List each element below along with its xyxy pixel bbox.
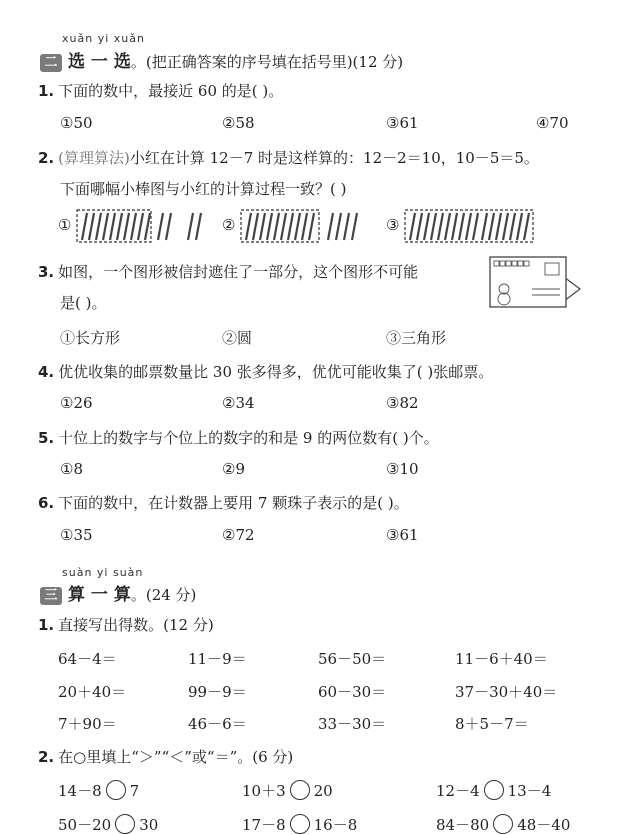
- calc-item: 37－30＋40＝: [455, 683, 558, 701]
- question-text-line2: 下面哪幅小棒图与小红的计算过程一致？( ): [60, 180, 347, 198]
- question-number: 2.: [38, 748, 55, 766]
- stick-figure-3: [404, 208, 544, 244]
- compare-left: 17－8: [242, 816, 286, 834]
- question-text: 十位上的数字与个位上的数字的和是 9 的两位数有( )个。: [58, 429, 439, 447]
- section2-header: [40, 580, 196, 605]
- compare-right: 20: [313, 782, 333, 800]
- section2-instructions: 。(24 分): [130, 586, 197, 604]
- compare-right: 16－8: [313, 816, 358, 834]
- question-number: 6.: [38, 494, 55, 512]
- option[interactable]: ③61: [386, 114, 419, 132]
- compare-circle[interactable]: [484, 780, 504, 800]
- calc-item: 20＋40＝: [58, 683, 127, 701]
- calc-item: 60－30＝: [318, 683, 387, 701]
- compare-right: 7: [129, 782, 140, 800]
- section1-pinyin: xuǎn yi xuǎn: [62, 32, 145, 45]
- section2-pinyin: suàn yi suàn: [62, 566, 144, 579]
- calc-item: 11－9＝: [188, 650, 247, 668]
- option[interactable]: ③10: [386, 460, 419, 478]
- envelope-figure: [488, 255, 584, 311]
- compare-item: [58, 780, 139, 801]
- compare-item: [242, 780, 333, 801]
- question-tag: (算理算法): [58, 149, 130, 167]
- compare-circle[interactable]: [115, 814, 135, 834]
- question-text: 如图，一个图形被信封遮住了一部分，这个图形不可能: [58, 263, 419, 281]
- question-1-3: [38, 261, 418, 282]
- compare-circle[interactable]: [106, 780, 126, 800]
- compare-circle[interactable]: [290, 814, 310, 834]
- compare-item: [436, 814, 570, 835]
- option-label[interactable]: ③: [386, 216, 400, 234]
- option[interactable]: ②58: [222, 114, 255, 132]
- question-text: 直接写出得数。(12 分): [58, 616, 214, 634]
- question-1-2: [38, 147, 539, 168]
- compare-left: 10＋3: [242, 782, 286, 800]
- option[interactable]: ③三角形: [386, 329, 447, 347]
- calc-item: 8＋5－7＝: [455, 715, 529, 733]
- section1-instructions: 。(把正确答案的序号填在括号里)(12 分): [130, 53, 404, 71]
- option[interactable]: ①长方形: [60, 329, 121, 347]
- compare-circle[interactable]: [290, 780, 310, 800]
- question-text: 下面的数中，在计数器上要用 7 颗珠子表示的是( )。: [58, 494, 409, 512]
- compare-left: 84－80: [436, 816, 490, 834]
- question-1-4: [38, 361, 493, 382]
- question-number: 2.: [38, 149, 55, 167]
- option[interactable]: ③61: [386, 526, 419, 544]
- compare-item: [58, 814, 158, 835]
- question-number: 1.: [38, 82, 55, 100]
- option[interactable]: ①50: [60, 114, 93, 132]
- compare-left: 50－20: [58, 816, 112, 834]
- question-1-1: [38, 80, 283, 101]
- section2-title: 算 一 算: [68, 585, 131, 605]
- calc-item: 46－6＝: [188, 715, 247, 733]
- calc-item: 33－30＝: [318, 715, 387, 733]
- compare-right: 30: [139, 816, 159, 834]
- compare-item: [436, 780, 551, 801]
- stick-figure-1: [76, 208, 216, 244]
- question-text: 小红在计算 12－7 时是这样算的：12－2＝10，10－5＝5。: [129, 149, 539, 167]
- question-number: 1.: [38, 616, 55, 634]
- question-1-5: [38, 427, 439, 448]
- question-text: 下面的数中，最接近 60 的是( )。: [58, 82, 284, 100]
- question-2-1: [38, 614, 214, 635]
- option[interactable]: ②圆: [222, 329, 253, 347]
- question-number: 5.: [38, 429, 55, 447]
- compare-right: 13－4: [507, 782, 552, 800]
- question-2-2: [38, 746, 293, 767]
- option[interactable]: ①8: [60, 460, 83, 478]
- section2-number: 三: [40, 587, 62, 605]
- question-number: 4.: [38, 363, 55, 381]
- option-label[interactable]: ②: [222, 216, 236, 234]
- calc-item: 99－9＝: [188, 683, 247, 701]
- section1-number: 二: [40, 54, 62, 72]
- option[interactable]: ②34: [222, 394, 255, 412]
- question-number: 3.: [38, 263, 55, 281]
- calc-item: 11－6＋40＝: [455, 650, 548, 668]
- compare-circle[interactable]: [493, 814, 513, 834]
- option[interactable]: ①26: [60, 394, 93, 412]
- compare-item: [242, 814, 357, 835]
- option[interactable]: ④70: [536, 114, 569, 132]
- option[interactable]: ①35: [60, 526, 93, 544]
- question-text-line2: 是( )。: [60, 294, 107, 312]
- option-label[interactable]: ①: [58, 216, 72, 234]
- compare-left: 12－4: [436, 782, 480, 800]
- calc-item: 7＋90＝: [58, 715, 117, 733]
- question-text: 优优收集的邮票数量比 30 张多得多，优优可能收集了( )张邮票。: [58, 363, 494, 381]
- question-1-6: [38, 492, 409, 513]
- stick-figure-2: [240, 208, 380, 244]
- option[interactable]: ②9: [222, 460, 245, 478]
- section1-header: [40, 47, 403, 72]
- option[interactable]: ③82: [386, 394, 419, 412]
- compare-left: 14－8: [58, 782, 102, 800]
- option[interactable]: ②72: [222, 526, 255, 544]
- calc-item: 56－50＝: [318, 650, 387, 668]
- section1-title: 选 一 选: [68, 52, 131, 72]
- calc-item: 64－4＝: [58, 650, 117, 668]
- question-text: 在○里填上“＞”“＜”或“＝”。(6 分): [58, 748, 294, 766]
- compare-right: 48－40: [517, 816, 571, 834]
